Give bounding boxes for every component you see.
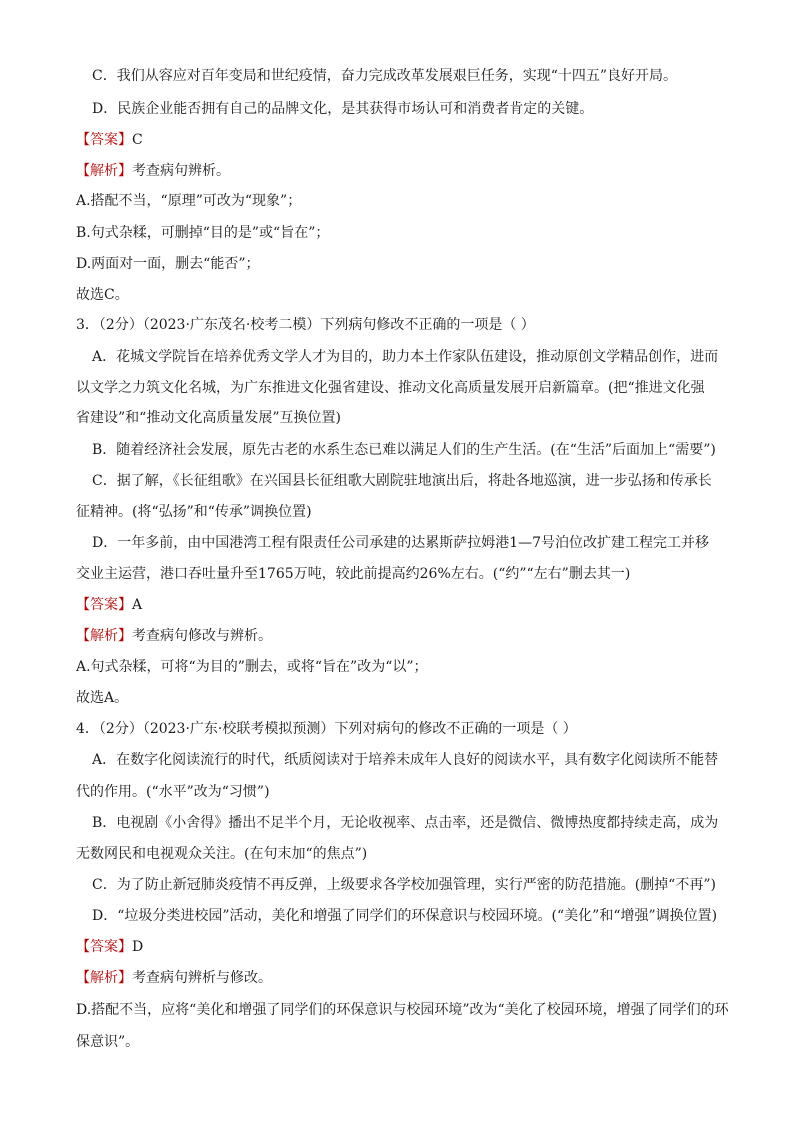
question-3-option-a: A．花城文学院旨在培养优秀文学人才为目的，助力本土作家队伍建设，推动原创文学精品创作，进而 <box>92 349 719 365</box>
question-3-option-a-cont: 以文学之力筑文化名城，为广东推进文化强省建设、推动文化高质量发展开启新篇章。(把“推进文化强 <box>76 380 705 396</box>
answer-value: D <box>132 939 144 955</box>
answer-line <box>76 130 726 150</box>
explanation-line: D.两面对一面，删去“能否”； <box>76 256 260 272</box>
analysis-label: 【解析】 <box>76 163 132 179</box>
question-3-option-b: B．随着经济社会发展，原先古老的水系生态已难以满足人们的生产生活。(在“生活”后面加上“需要”) <box>92 442 716 458</box>
question-3-option-d: D．一年多前，由中国港湾工程有限责任公司承建的达累斯萨拉姆港1—7号泊位改扩建工程完工并移 <box>92 535 710 551</box>
answer-value: C <box>132 132 143 148</box>
explanation-line: 故选A。 <box>76 690 129 706</box>
analysis-label: 【解析】 <box>76 970 132 986</box>
explanation-line: 保意识”。 <box>76 1034 140 1050</box>
explanation-line: D.搭配不当，应将“美化和增强了同学们的环保意识与校园环境”改为“美化了校园环境，增强了同学们的环 <box>76 1002 729 1018</box>
answer-label: 【答案】 <box>76 597 132 613</box>
question-4-option-c: C．为了防止新冠肺炎疫情不再反弹，上级要求各学校加强管理，实行严密的防范措施。(删掉“不再”) <box>92 877 716 893</box>
analysis-text: 考查病句辨析。 <box>132 163 230 179</box>
answer-value: A <box>132 597 143 613</box>
question-3-option-d-cont: 交业主运营，港口吞吐量升至1765万吨，较此前提高约26%左右。(“约”“左右”删去其一) <box>76 566 631 582</box>
analysis-text: 考查病句辨析与修改。 <box>132 970 272 986</box>
answer-line <box>76 937 726 957</box>
question-4-option-a: A．在数字化阅读流行的时代，纸质阅读对于培养未成年人良好的阅读水平，具有数字化阅读所不能替 <box>92 752 719 768</box>
answer-line <box>76 595 726 615</box>
analysis-line <box>76 626 726 646</box>
analysis-label: 【解析】 <box>76 628 132 644</box>
question-3-option-c-cont: 征精神。(将“弘扬”和“传承”调换位置) <box>76 504 312 520</box>
question-3-stem: 3．（2分）（2023·广东茂名·校考二模）下列病句修改不正确的一项是（ ） <box>76 317 535 333</box>
explanation-line: B.句式杂糅，可删掉“目的是”或“旨在”； <box>76 225 330 241</box>
explanation-line: 故选C。 <box>76 287 129 303</box>
answer-label: 【答案】 <box>76 939 132 955</box>
question-4-option-b-cont: 无数网民和电视观众关注。(在句末加“的焦点”) <box>76 846 368 862</box>
question-4-option-d: D．“垃圾分类进校园”活动，美化和增强了同学们的环保意识与校园环境。(“美化”和“增强”调换位置) <box>92 908 718 924</box>
analysis-line <box>76 968 726 988</box>
question-4-option-a-cont: 代的作用。(“水平”改为“习惯”) <box>76 784 270 800</box>
explanation-line: A.搭配不当，“原理”可改为“现象”； <box>76 193 302 209</box>
analysis-text: 考查病句修改与辨析。 <box>132 628 272 644</box>
answer-label: 【答案】 <box>76 132 132 148</box>
question-4-stem: 4．（2分）（2023·广东·校联考模拟预测）下列对病句的修改不正确的一项是（ ） <box>76 721 577 737</box>
question-4-option-b: B．电视剧《小舍得》播出不足半个月，无论收视率、点击率，还是微信、微博热度都持续走高，成为 <box>92 815 719 831</box>
question-3-option-a-cont: 省建设”和“推动文化高质量发展”互换位置) <box>76 410 341 426</box>
explanation-line: A.句式杂糅，可将“为目的”删去，或将“旨在”改为“以”； <box>76 659 428 675</box>
question-3-option-c: C．据了解，《长征组歌》在兴国县长征组歌大剧院驻地演出后，将赴各地巡演，进一步弘扬和传承长 <box>92 473 712 489</box>
analysis-line <box>76 161 726 181</box>
option-c-prev: C．我们从容应对百年变局和世纪疫情，奋力完成改革发展艰巨任务，实现“十四五”良好开局。 <box>92 68 678 84</box>
option-d-prev: D．民族企业能否拥有自己的品牌文化，是其获得市场认可和消费者肯定的关键。 <box>92 101 594 117</box>
